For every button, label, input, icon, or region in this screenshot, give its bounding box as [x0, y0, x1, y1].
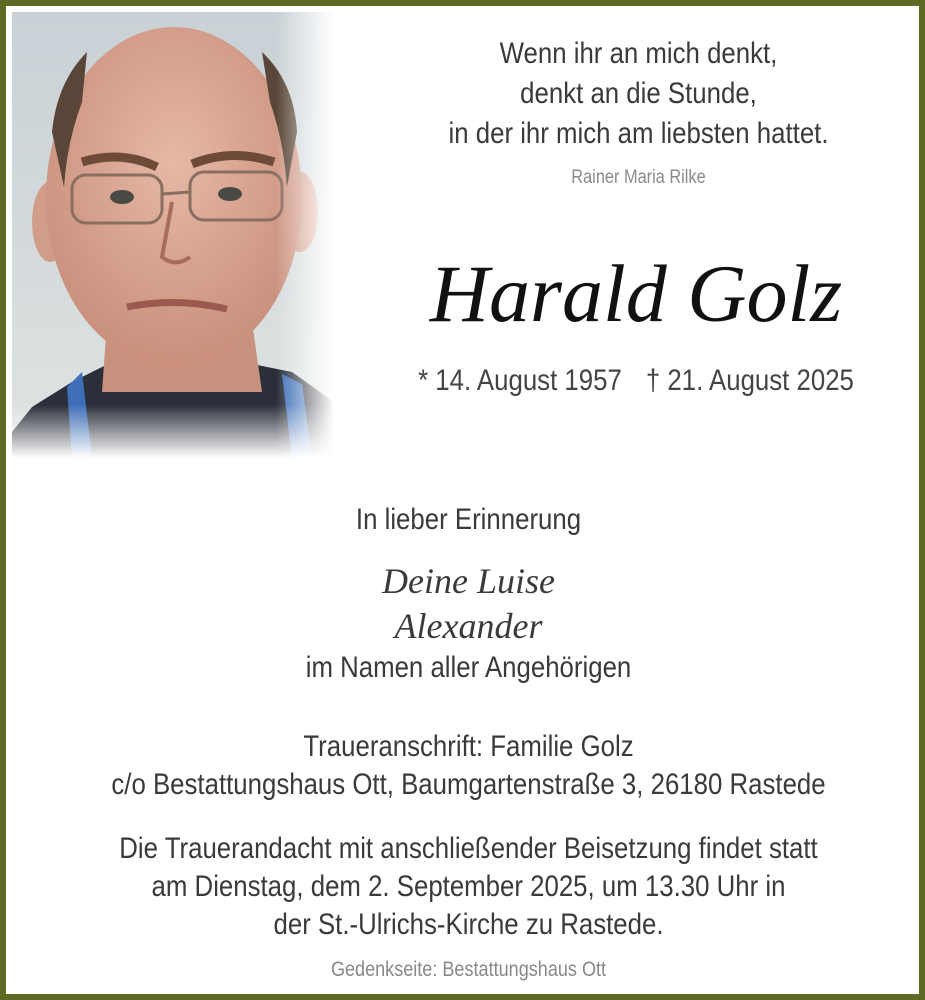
portrait-photo [12, 12, 334, 458]
quote-line: Wenn ihr an mich denkt, [499, 37, 778, 70]
death-date: † 21. August 2025 [645, 364, 854, 397]
signer-name: Alexander [394, 606, 543, 646]
life-dates [387, 361, 886, 401]
birth-date: * 14. August 1957 [418, 364, 622, 397]
deceased-name: Harald Golz [429, 248, 843, 339]
service-line: Die Trauerandacht mit anschließender Beisetzung findet statt [119, 832, 818, 865]
quote-line: denkt an die Stunde, [520, 77, 757, 110]
address-line: Traueranschrift: Familie Golz [303, 730, 634, 763]
on-behalf-text: im Namen aller Angehörigen [305, 651, 632, 684]
service-line: der St.-Ulrichs-Kirche zu Rastede. [273, 908, 664, 941]
quote [404, 34, 873, 154]
remembrance-intro: In lieber Erinnerung [355, 503, 582, 536]
portrait-photo-icon [12, 12, 334, 458]
quote-line: in der ihr mich am liebsten hattet. [448, 117, 829, 150]
service-line: am Dienstag, dem 2. September 2025, um 13.30 Uhr in [151, 870, 786, 903]
quote-author: Rainer Maria Rilke [571, 167, 706, 188]
signer-name: Deine Luise [382, 561, 555, 601]
address-line: c/o Bestattungshaus Ott, Baumgartenstraße 3, 26180 Rastede [111, 768, 826, 801]
memorial-page-note: Gedenkseite: Bestattungshaus Ott [330, 958, 607, 981]
